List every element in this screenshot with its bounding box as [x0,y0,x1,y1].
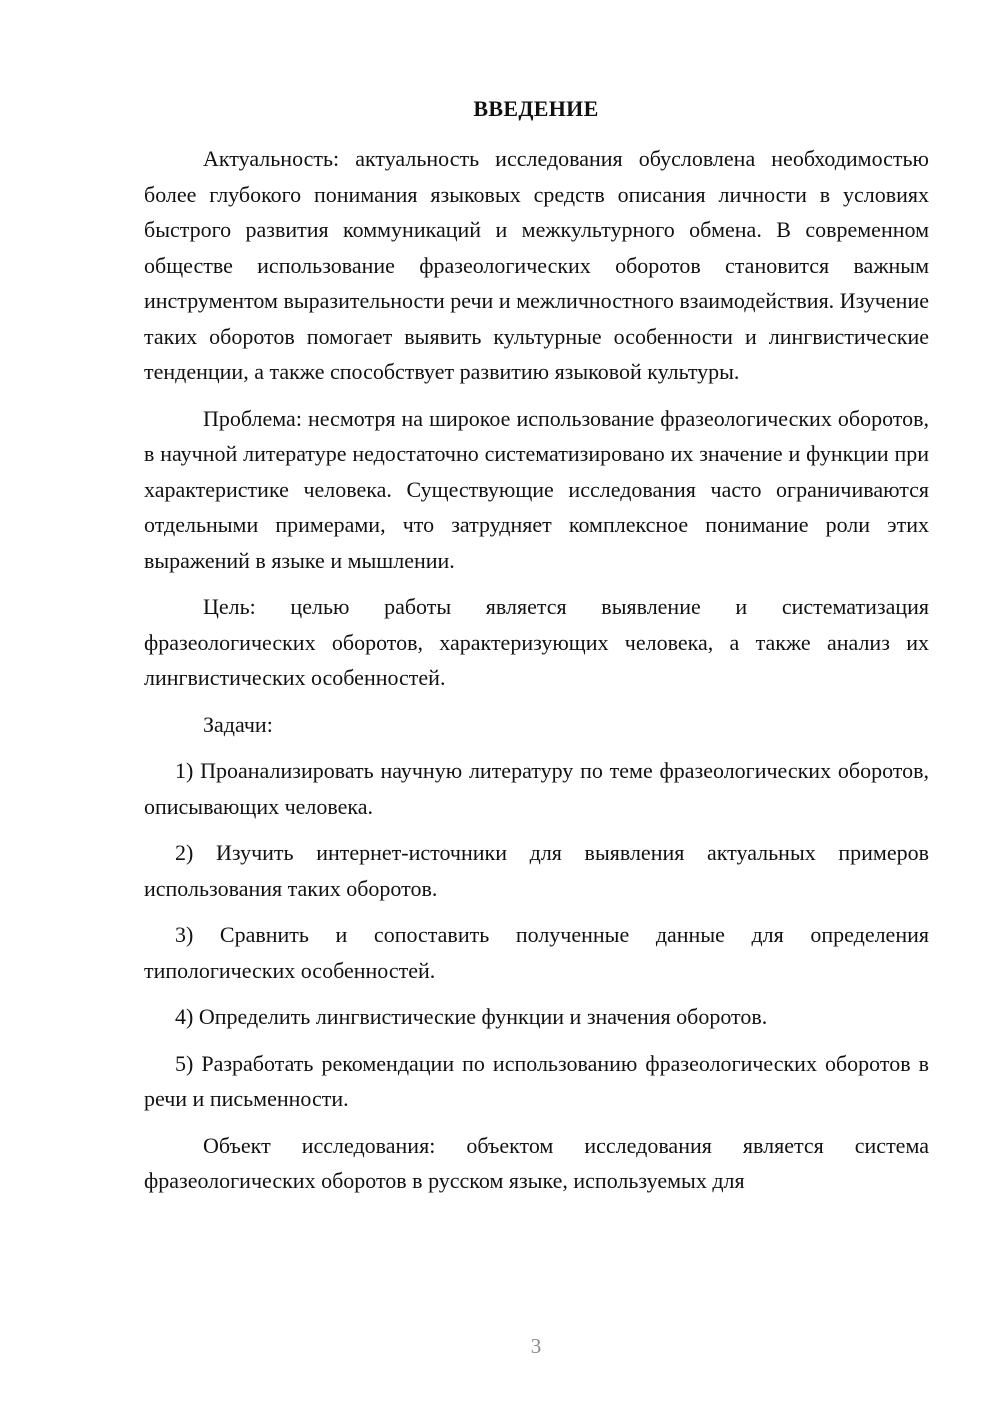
document-body [144,141,929,1199]
task-item: 4) Определить лингвистические функции и значения оборотов. [175,1004,768,1029]
relevance-paragraph: Актуальность: актуальность исследования обусловлена необходимостью более глубокого понимания языковых средств описания личности в условиях быстрого развития коммуникаций и межкультурного обмена. В современном обществе использование фразеологических оборотов становится важным инструментом выразительности речи и межличностного взаимодействия. Изучение таких оборотов помогает выявить культурные особенности и лингвистические тенденции, а также способствует развитию языковой культуры. [144,146,929,384]
page-number: 3 [530,1334,542,1358]
problem-paragraph: Проблема: несмотря на широкое использование фразеологических оборотов, в научной литературе недостаточно систематизировано их значение и функции при характеристике человека. Существующие исследования часто ограничиваются отдельными примерами, что затрудняет комплексное понимание роли этих выражений в языке и мышлении. [144,405,929,573]
tasks-label: Задачи: [203,711,273,737]
task-item: 5) Разработать рекомендации по использованию фразеологических оборотов в речи и письменности. [144,1050,929,1111]
goal-paragraph: Цель: целью работы является выявление и систематизация фразеологических оборотов, характеризующих человека, а также анализ их лингвистических особенностей. [144,594,929,690]
task-item: 3) Сравнить и сопоставить полученные данные для определения типологических особенностей. [144,922,929,983]
task-item: 1) Проанализировать научную литературу по теме фразеологических оборотов, описывающих человека. [144,758,929,819]
task-item: 2) Изучить интернет-источники для выявления актуальных примеров использования таких оборотов. [144,840,929,901]
object-paragraph: Объект исследования: объектом исследования является система фразеологических оборотов в русском языке, используемых для [144,1132,929,1193]
page-title: ВВЕДЕНИЕ [473,96,599,121]
